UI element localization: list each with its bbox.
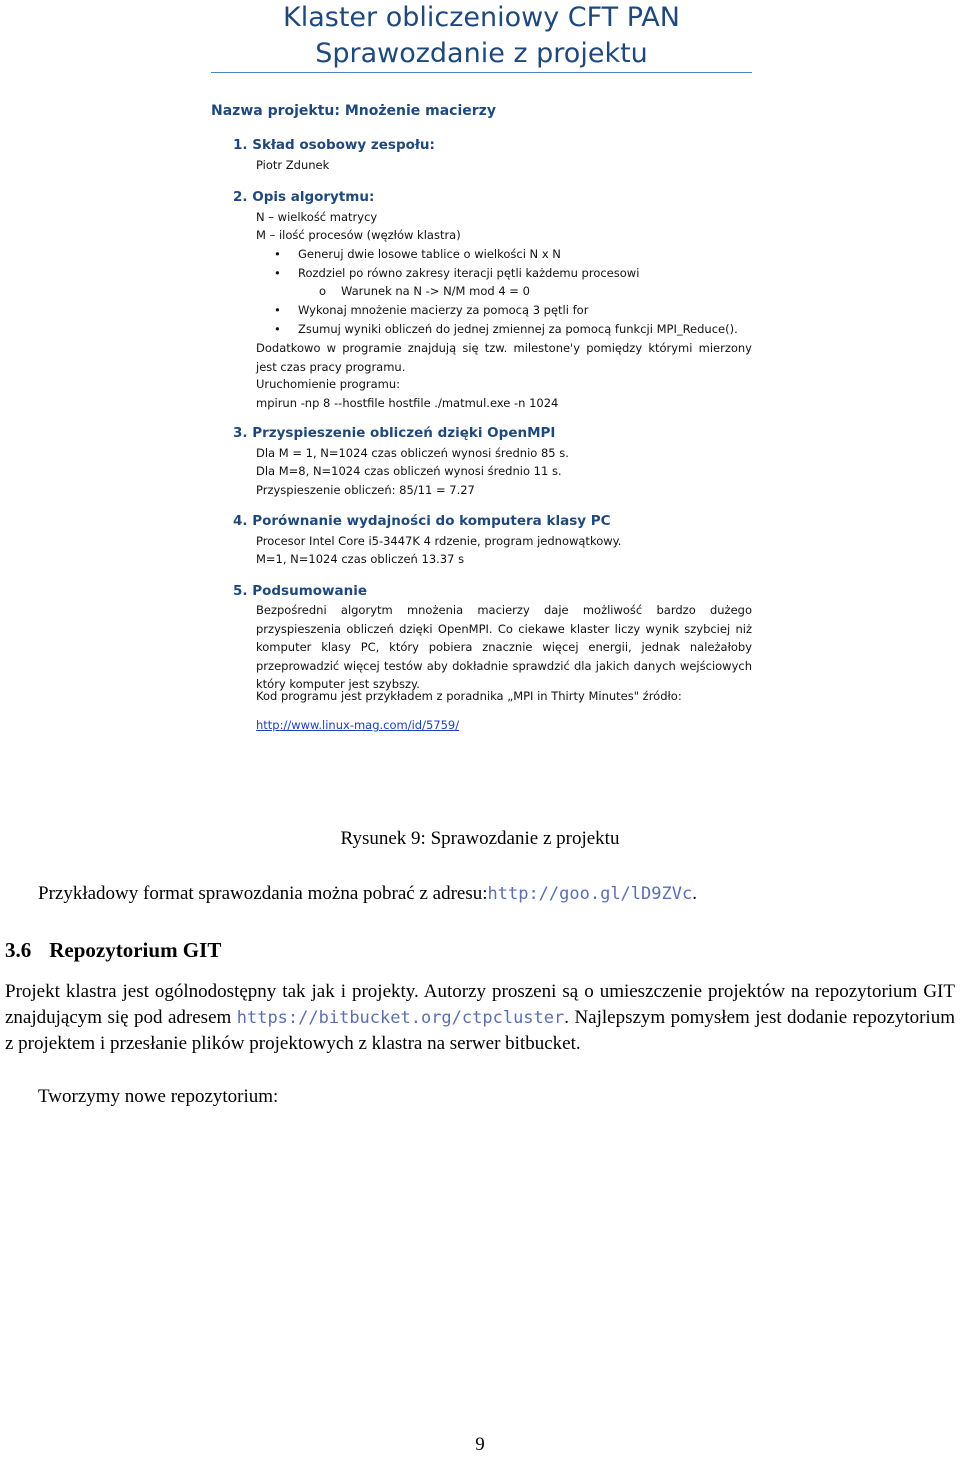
repository-paragraph [5, 979, 955, 1057]
section-2-title: 2. Opis algorytmu: [233, 189, 375, 205]
summary-paragraph: Bezpośredni algorytm mnożenia macierzy daje możliwość bardzo dużego przyspieszenia obliczeń dzięki OpenMPI. Co ciekawe klaster liczy wynik szybciej niż komputer klasy PC, który pobiera znacznie więcej energii, jednak należałoby przeprowadzić więcej testów aby dokładnie sprawdzić dla jakich danych wejściowych który komputer jest szybszy. [256, 603, 752, 691]
figure-title-line1: Klaster obliczeniowy CFT PAN [283, 2, 680, 33]
download-link[interactable]: http://goo.gl/lD9ZVc [487, 884, 693, 904]
algo-bullet-4: • Zsumuj wyniki obliczeń do jednej zmiennej za pomocą funkcji MPI_Reduce(). [298, 320, 738, 338]
download-paragraph [38, 883, 697, 905]
speedup-line-2: Dla M=8, N=1024 czas obliczeń wynosi średnio 11 s. [256, 464, 562, 478]
run-label: Uruchomienie programu: [256, 377, 401, 391]
figure-caption: Rysunek 9: Sprawozdanie z projektu [340, 828, 620, 849]
new-repo-paragraph: Tworzymy nowe repozytorium: [38, 1086, 279, 1107]
figure-title-rule [211, 72, 752, 73]
section-5-title: 5. Podsumowanie [233, 583, 368, 599]
section-heading [5, 938, 221, 963]
section-1-title: 1. Skład osobowy zespołu: [233, 137, 435, 153]
algo-paragraph: Dodatkowo w programie znajdują się tzw. milestone'y pomiędzy którymi mierzony jest czas pracy programu. [256, 341, 752, 374]
section-3-title: 3. Przyspieszenie obliczeń dzięki OpenMPI [233, 425, 556, 441]
section-title: Repozytorium GIT [49, 938, 222, 962]
algo-line-n: N – wielkość matrycy [256, 210, 378, 224]
page-number: 9 [475, 1434, 485, 1455]
algo-bullet-3: • Wykonaj mnożenie macierzy za pomocą 3 pętli for [298, 301, 588, 319]
section-number: 3.6 [5, 938, 32, 962]
algo-subbullet-1: o Warunek na N -> N/M mod 4 = 0 [341, 282, 530, 300]
pc-line-2: M=1, N=1024 czas obliczeń 13.37 s [256, 552, 465, 566]
source-line: Kod programu jest przykładem z poradnika „MPI in Thirty Minutes" źródło: [256, 689, 682, 703]
algo-bullet-2: • Rozdziel po równo zakresy iteracji pętli każdemu procesowi [298, 264, 639, 282]
speedup-line-1: Dla M = 1, N=1024 czas obliczeń wynosi średnio 85 s. [256, 446, 569, 460]
pc-line-1: Procesor Intel Core i5-3447K 4 rdzenie, program jednowątkowy. [256, 534, 622, 548]
speedup-line-3: Przyspieszenie obliczeń: 85/11 = 7.27 [256, 483, 475, 497]
algo-line-m: M – ilość procesów (węzłów klastra) [256, 228, 461, 242]
run-command: mpirun -np 8 --hostfile hostfile ./matmul.exe -n 1024 [256, 396, 559, 410]
download-text: Przykładowy format sprawozdania można pobrać z adresu: [38, 883, 488, 904]
download-period: . [692, 883, 697, 904]
figure-title-line2: Sprawozdanie z projektu [315, 38, 648, 69]
project-name: Nazwa projektu: Mnożenie macierzy [211, 103, 496, 119]
team-member: Piotr Zdunek [256, 158, 330, 172]
repository-text-a: Projekt klastra jest ogólnodostępny tak jak i projekty. Autorzy proszeni są o umieszczenie projektów na repozytorium GIT znajdującym się pod adresem [5, 981, 955, 1028]
algo-bullet-1: • Generuj dwie losowe tablice o wielkości N x N [298, 245, 561, 263]
source-link[interactable]: http://www.linux-mag.com/id/5759/ [256, 718, 460, 732]
repository-link[interactable]: https://bitbucket.org/ctpcluster [236, 1008, 565, 1028]
repository-text-b: . Najlepszym pomysłem jest dodanie repozytorium z projektem i przesłanie plików projektowych z klastra na serwer bitbucket. [5, 1007, 955, 1054]
report-figure [211, 0, 752, 732]
section-4-title: 4. Porównanie wydajności do komputera klasy PC [233, 513, 611, 529]
